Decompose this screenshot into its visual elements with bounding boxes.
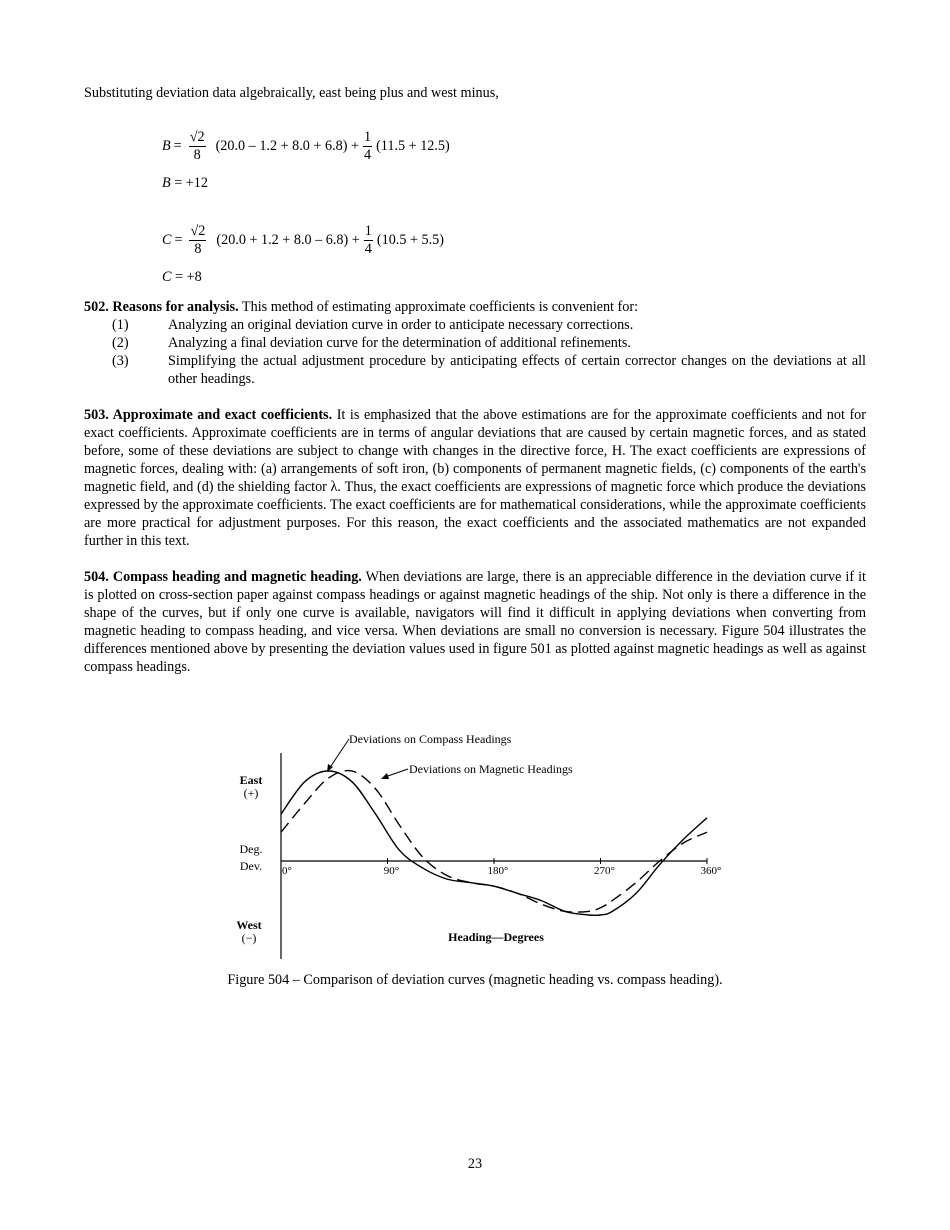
eq-c-group-2: (10.5 + 5.5) <box>376 232 444 248</box>
equation-b <box>162 124 866 168</box>
list-item-text: Simplifying the actual adjustment procedure by anticipating effects of certain corrector changes on the deviations at all other headings. <box>168 353 866 387</box>
x-tick-label: 180° <box>487 865 509 877</box>
y-label-bottom: West <box>236 918 262 932</box>
x-axis-label: Heading—Degrees <box>448 930 544 944</box>
legend-compass: Deviations on Compass Headings <box>349 732 512 746</box>
section-504-heading: 504. Compass heading and magnetic heading. <box>84 569 362 585</box>
eq-c-frac1-num: √2 <box>190 222 206 239</box>
eq-b-group-1: (20.0 – 1.2 + 8.0 + 6.8) + <box>215 138 359 154</box>
eq-c-frac1-den: 8 <box>194 240 202 257</box>
figure-504 <box>225 725 735 965</box>
section-502 <box>84 298 866 316</box>
x-tick-label: 0° <box>282 865 292 877</box>
eq-c-equals: = <box>174 232 183 248</box>
list-item <box>84 352 866 388</box>
section-502-list <box>84 316 866 388</box>
section-503 <box>84 406 866 550</box>
list-item-mark: (2) <box>112 335 129 351</box>
list-item <box>84 334 866 352</box>
section-503-heading: 503. Approximate and exact coefficients. <box>84 407 333 423</box>
legend-magnetic: Deviations on Magnetic Headings <box>409 762 573 776</box>
eq-b-frac2-den: 4 <box>363 146 372 163</box>
y-label-bottom-sign: (−) <box>241 931 257 945</box>
deviation-chart <box>225 725 735 965</box>
eq-b-frac2-num: 1 <box>363 128 372 145</box>
eq-c-fraction-1 <box>189 223 206 258</box>
series-compass-headings-line <box>281 771 707 915</box>
intro-text: Substituting deviation data algebraically, east being plus and west minus, <box>84 85 499 101</box>
eq-b-result-var: B <box>162 175 171 191</box>
eq-c-result <box>162 268 866 286</box>
eq-b-frac1-den: 8 <box>193 146 201 163</box>
y-label-top: East <box>239 773 263 787</box>
section-502-text: This method of estimating approximate coefficients is convenient for: <box>238 299 639 315</box>
y-label-mid-1: Deg. <box>239 842 263 856</box>
eq-b-frac1-num: √2 <box>189 128 205 145</box>
section-504-text: When deviations are large, there is an appreciable difference in the deviation curve if it is plotted on cross-section paper against compass headings or against magnetic headings of the ship. Not only is there a difference in the shape of the curves, but if only one curve is available, navigators will find it difficult in applying deviations when converting from magnetic heading to compass heading, and vice versa. When deviations are small no conversion is necessary. Figure 504 illustrates the differences mentioned above by presenting the deviation values used in figure 501 as plotted against magnetic headings as well as against compass headings. <box>84 569 866 675</box>
x-tick-label: 90° <box>383 865 400 877</box>
eq-c-result-value: = +8 <box>171 269 202 285</box>
x-tick-label: 270° <box>594 865 615 877</box>
list-item-mark: (3) <box>112 353 129 369</box>
eq-c-frac2-den: 4 <box>364 240 372 257</box>
eq-b-group-2: (11.5 + 12.5) <box>376 138 450 154</box>
eq-b-fraction-1 <box>189 129 206 164</box>
list-item-text: Analyzing a final deviation curve for the determination of additional refinements. <box>168 335 631 351</box>
list-item <box>84 316 866 334</box>
document-body <box>84 84 866 676</box>
series-magnetic-headings-line <box>281 771 707 913</box>
legend-magnetic-arrowhead <box>381 773 389 779</box>
section-504 <box>84 568 866 676</box>
section-503-text: It is emphasized that the above estimations are for the approximate coefficients and not for exact coefficients. Approximate coefficients are in terms of angular deviations that are caused by certain magnetic forces, and as stated before, some of these deviations are subject to change with changes in the directive force, H. The exact coefficients are expressions of magnetic forces, dealing with: (a) arrangements of soft iron, (b) components of permanent magnetic fields, (c) components of the earth's magnetic field, and (d) the shielding factor λ. Thus, the exact coefficients are expressions of magnetic force which produce the deviations expressed by the approximate coefficients. The exact coefficients are for mathematical considerations, while the approximate coefficients are more practical for adjustment purposes. For this reason, the exact coefficients and the associated mathematics are not expanded further in this text. <box>84 407 866 549</box>
x-tick-label: 360° <box>700 865 722 877</box>
eq-b-result <box>162 174 866 192</box>
y-label-top-sign: (+) <box>243 786 259 800</box>
eq-c-group-1: (20.0 + 1.2 + 8.0 – 6.8) + <box>216 232 360 248</box>
list-item-mark: (1) <box>112 317 129 333</box>
eq-b-lhs: B <box>162 138 171 154</box>
eq-b-result-value: = +12 <box>170 175 208 191</box>
legend-magnetic-leader <box>385 769 408 777</box>
eq-c-result-var: C <box>162 269 172 285</box>
legend-compass-leader <box>329 739 349 769</box>
list-item-text: Analyzing an original deviation curve in order to anticipate necessary corrections. <box>168 317 634 333</box>
equation-c <box>162 218 866 262</box>
eq-c-lhs: C <box>162 232 172 248</box>
page-number: 23 <box>467 1156 483 1172</box>
eq-c-fraction-2 <box>364 223 373 258</box>
eq-b-equals: = <box>173 138 182 154</box>
eq-b-fraction-2 <box>363 129 372 164</box>
figure-caption: Figure 504 – Comparison of deviation curves (magnetic heading vs. compass heading). <box>227 972 723 988</box>
eq-c-frac2-num: 1 <box>364 222 372 239</box>
y-label-mid-2: Dev. <box>239 859 263 873</box>
section-502-heading: 502. Reasons for analysis. <box>84 299 239 315</box>
